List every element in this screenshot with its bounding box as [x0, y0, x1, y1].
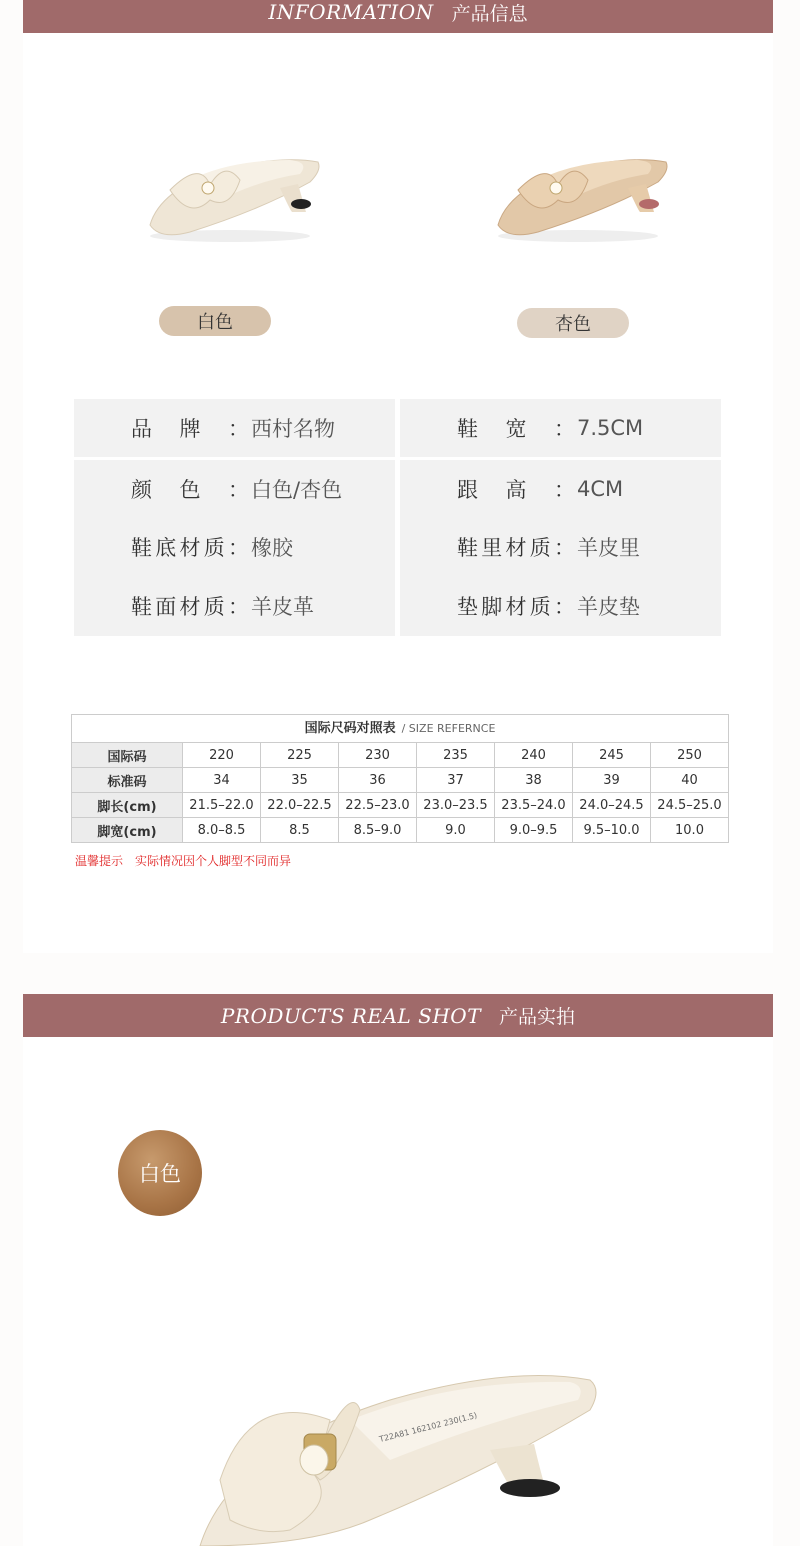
info-banner-zh: 产品信息 — [451, 2, 528, 25]
table-cell: 38 — [495, 768, 573, 793]
apricot-shoe-image — [478, 140, 678, 260]
table-row — [72, 793, 728, 818]
tip-label: 温馨提示 — [75, 854, 124, 868]
table-cell: 23.5–24.0 — [495, 793, 573, 818]
table-cell: 9.5–10.0 — [573, 818, 651, 843]
shot-color-badge-label: 白色 — [139, 1162, 181, 1186]
table-cell: 35 — [261, 768, 339, 793]
spec-heel-height — [400, 460, 721, 518]
spec-key: 垫脚材质： — [457, 594, 575, 619]
color-pill-white[interactable] — [159, 306, 271, 336]
table-cell: 220 — [183, 743, 261, 768]
table-cell: 22.0–22.5 — [261, 793, 339, 818]
table-cell: 8.5–9.0 — [339, 818, 417, 843]
tip-text: 实际情况因个人脚型不同而异 — [135, 854, 292, 868]
table-cell: 24.0–24.5 — [573, 793, 651, 818]
table-cell: 9.0–9.5 — [495, 818, 573, 843]
spec-width — [400, 399, 721, 457]
spec-brand — [74, 399, 395, 457]
table-row — [72, 768, 728, 793]
spec-value: 羊皮垫 — [577, 594, 640, 619]
table-cell: 36 — [339, 768, 417, 793]
size-table — [71, 714, 729, 843]
row-head: 标准码 — [72, 768, 183, 793]
table-cell: 40 — [651, 768, 729, 793]
table-cell: 230 — [339, 743, 417, 768]
table-cell: 10.0 — [675, 822, 704, 838]
spec-key: 跟高： — [457, 478, 575, 502]
table-cell: 23.0–23.5 — [417, 793, 495, 818]
info-banner-en: INFORMATION — [268, 0, 434, 24]
table-row — [72, 743, 728, 768]
shot-banner-zh: 产品实拍 — [499, 1006, 576, 1028]
spec-value: 白色/杏色 — [251, 478, 343, 502]
size-table-title — [72, 715, 728, 743]
spec-value: 羊皮里 — [577, 536, 640, 560]
color-pill-white-label: 白色 — [197, 312, 233, 333]
spec-key: 鞋宽： — [457, 417, 575, 441]
info-banner — [23, 0, 773, 33]
insole-print: T22A81 162102 230(1.5) — [378, 1410, 479, 1444]
color-pill-apricot[interactable] — [517, 308, 629, 338]
table-cell: 225 — [261, 743, 339, 768]
spec-value: 4CM — [577, 477, 624, 501]
spec-sole-material — [74, 518, 395, 576]
spec-key: 颜色： — [131, 478, 249, 502]
table-cell: 245 — [573, 743, 651, 768]
spec-key: 品牌： — [131, 417, 249, 441]
table-cell: 8.5 — [261, 818, 339, 843]
shot-banner — [23, 994, 773, 1037]
spec-insole-material — [400, 575, 721, 636]
white-shoe-closeup-image — [190, 1360, 610, 1546]
spec-key: 鞋里材质： — [457, 536, 575, 560]
row-head: 国际码 — [72, 743, 183, 768]
shot-color-badge — [118, 1130, 202, 1216]
spec-key: 鞋底材质： — [131, 536, 249, 560]
shot-banner-en: PRODUCTS REAL SHOT — [220, 1003, 482, 1028]
spec-value: 7.5CM — [577, 416, 644, 440]
color-pill-apricot-label: 杏色 — [555, 314, 591, 335]
row-head: 脚宽(cm) — [72, 818, 183, 843]
table-cell: 39 — [573, 768, 651, 793]
spec-value: 橡胶 — [251, 536, 293, 560]
spec-key: 鞋面材质： — [131, 594, 249, 619]
size-table-title-zh: 国际尺码对照表 — [304, 721, 396, 736]
row-head: 脚长(cm) — [72, 793, 183, 818]
table-cell: 9.0 — [417, 818, 495, 843]
spec-value: 西村名物 — [251, 417, 335, 441]
spec-color — [74, 460, 395, 518]
table-cell: 22.5–23.0 — [339, 793, 417, 818]
white-shoe-image — [130, 140, 330, 260]
table-cell: 34 — [183, 768, 261, 793]
table-cell: 24.5–25.0 — [651, 793, 729, 818]
size-table-title-en: / SIZE REFERNCE — [401, 722, 496, 735]
table-cell: 235 — [417, 743, 495, 768]
spec-lining-material — [400, 518, 721, 576]
table-cell: 8.0–8.5 — [183, 818, 261, 843]
spec-upper-material — [74, 575, 395, 636]
spec-grid — [74, 399, 718, 636]
size-tip — [75, 852, 303, 869]
table-row — [72, 818, 728, 843]
size-grid — [72, 743, 728, 842]
table-cell: 240 — [495, 743, 573, 768]
table-cell: 37 — [417, 768, 495, 793]
spec-value: 羊皮革 — [251, 594, 314, 619]
table-cell: 21.5–22.0 — [183, 793, 261, 818]
table-cell: 250 — [651, 743, 729, 768]
